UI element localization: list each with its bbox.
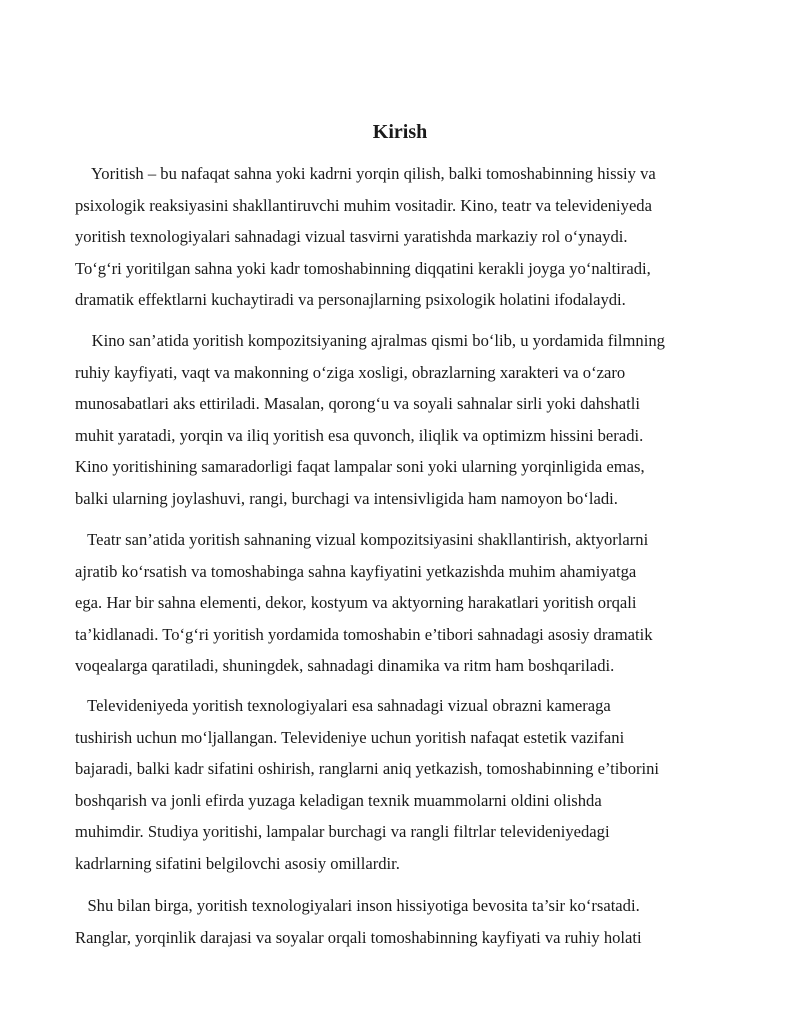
paragraph-line: yoritish texnologiyalari sahnadagi vizual tasvirni yaratishda markaziy rol oʻynaydi. bbox=[75, 227, 628, 246]
paragraph-line: ajratib koʻrsatish va tomoshabinga sahna kayfiyatini yetkazishda muhim ahamiyatga bbox=[75, 561, 637, 581]
paragraph-line: balki ularning joylashuvi, rangi, burchagi va intensivligida ham namoyon boʻladi. bbox=[75, 488, 618, 508]
paragraph-line: Yoritish – bu nafaqat sahna yoki kadrni yorqin qilish, balki tomoshabinning hissiy va bbox=[75, 164, 656, 183]
paragraph-2 bbox=[75, 325, 735, 514]
paragraph-5 bbox=[75, 890, 735, 953]
paragraph-line: kadrlarning sifatini belgilovchi asosiy omillardir. bbox=[75, 853, 400, 873]
page-title: Kirish bbox=[372, 121, 428, 143]
paragraph-line: psixologik reaksiyasini shakllantiruvchi muhim vositadir. Kino, teatr va televideniyeda bbox=[75, 195, 652, 215]
paragraph-line: dramatik effektlarni kuchaytiradi va personajlarning psixologik holatini ifodalaydi. bbox=[75, 290, 626, 309]
paragraph-line: Ranglar, yorqinlik darajasi va soyalar orqali tomoshabinning kayfiyati va ruhiy holati bbox=[75, 927, 642, 947]
paragraph-line: muhit yaratadi, yorqin va iliq yoritish esa quvonch, iliqlik va optimizm hissini beradi. bbox=[75, 425, 644, 445]
paragraph-line: ta’kidlanadi. Toʻgʻri yoritish yordamida tomoshabin e’tibori sahnadagi asosiy dramatik bbox=[75, 624, 653, 644]
paragraph-line: munosabatlari aks ettiriladi. Masalan, qorongʻu va soyali sahnalar sirli yoki dahshatli bbox=[75, 394, 640, 413]
paragraph-line: bajaradi, balki kadr sifatini oshirish, ranglarni aniq yetkazish, tomoshabinning e’tiborini bbox=[75, 759, 660, 778]
paragraph-line: Kino san’atida yoritish kompozitsiyaning ajralmas qismi boʻlib, u yordamida filmning bbox=[75, 331, 665, 350]
paragraph-3 bbox=[75, 524, 735, 682]
paragraph-line: Teatr san’atida yoritish sahnaning vizual kompozitsiyasini shakllantirish, aktyorlarni bbox=[75, 530, 649, 549]
paragraph-line: Televideniyeda yoritish texnologiyalari esa sahnadagi vizual obrazni kameraga bbox=[75, 696, 611, 715]
paragraph-line: voqealarga qaratiladi, shuningdek, sahnadagi dinamika va ritm ham boshqariladi. bbox=[75, 656, 615, 675]
paragraph-line: Kino yoritishining samaradorligi faqat lampalar soni yoki ularning yorqinligida emas, bbox=[75, 457, 645, 476]
paragraph-line: Toʻgʻri yoritilgan sahna yoki kadr tomoshabinning diqqatini kerakli joyga yoʻnaltiradi, bbox=[75, 258, 651, 278]
paragraph-line: muhimdir. Studiya yoritishi, lampalar burchagi va rangli filtrlar televideniyedagi bbox=[75, 822, 610, 841]
paragraph-line: ega. Har bir sahna elementi, dekor, kostyum va aktyorning harakatlari yoritish orqali bbox=[75, 593, 637, 612]
paragraph-line: tushirish uchun moʻljallangan. Televideniye uchun yoritish nafaqat estetik vazifani bbox=[75, 727, 625, 747]
paragraph-line: Shu bilan birga, yoritish texnologiyalari inson hissiyotiga bevosita ta’sir koʻrsatadi. bbox=[75, 896, 640, 915]
paragraph-line: ruhiy kayfiyati, vaqt va makonning oʻziga xosligi, obrazlarning xarakteri va oʻzaro bbox=[75, 362, 626, 382]
paragraph-1 bbox=[75, 158, 735, 316]
paragraph-line: boshqarish va jonli efirda yuzaga keladigan texnik muammolarni oldini olishda bbox=[75, 790, 602, 810]
paragraph-4 bbox=[75, 690, 735, 879]
